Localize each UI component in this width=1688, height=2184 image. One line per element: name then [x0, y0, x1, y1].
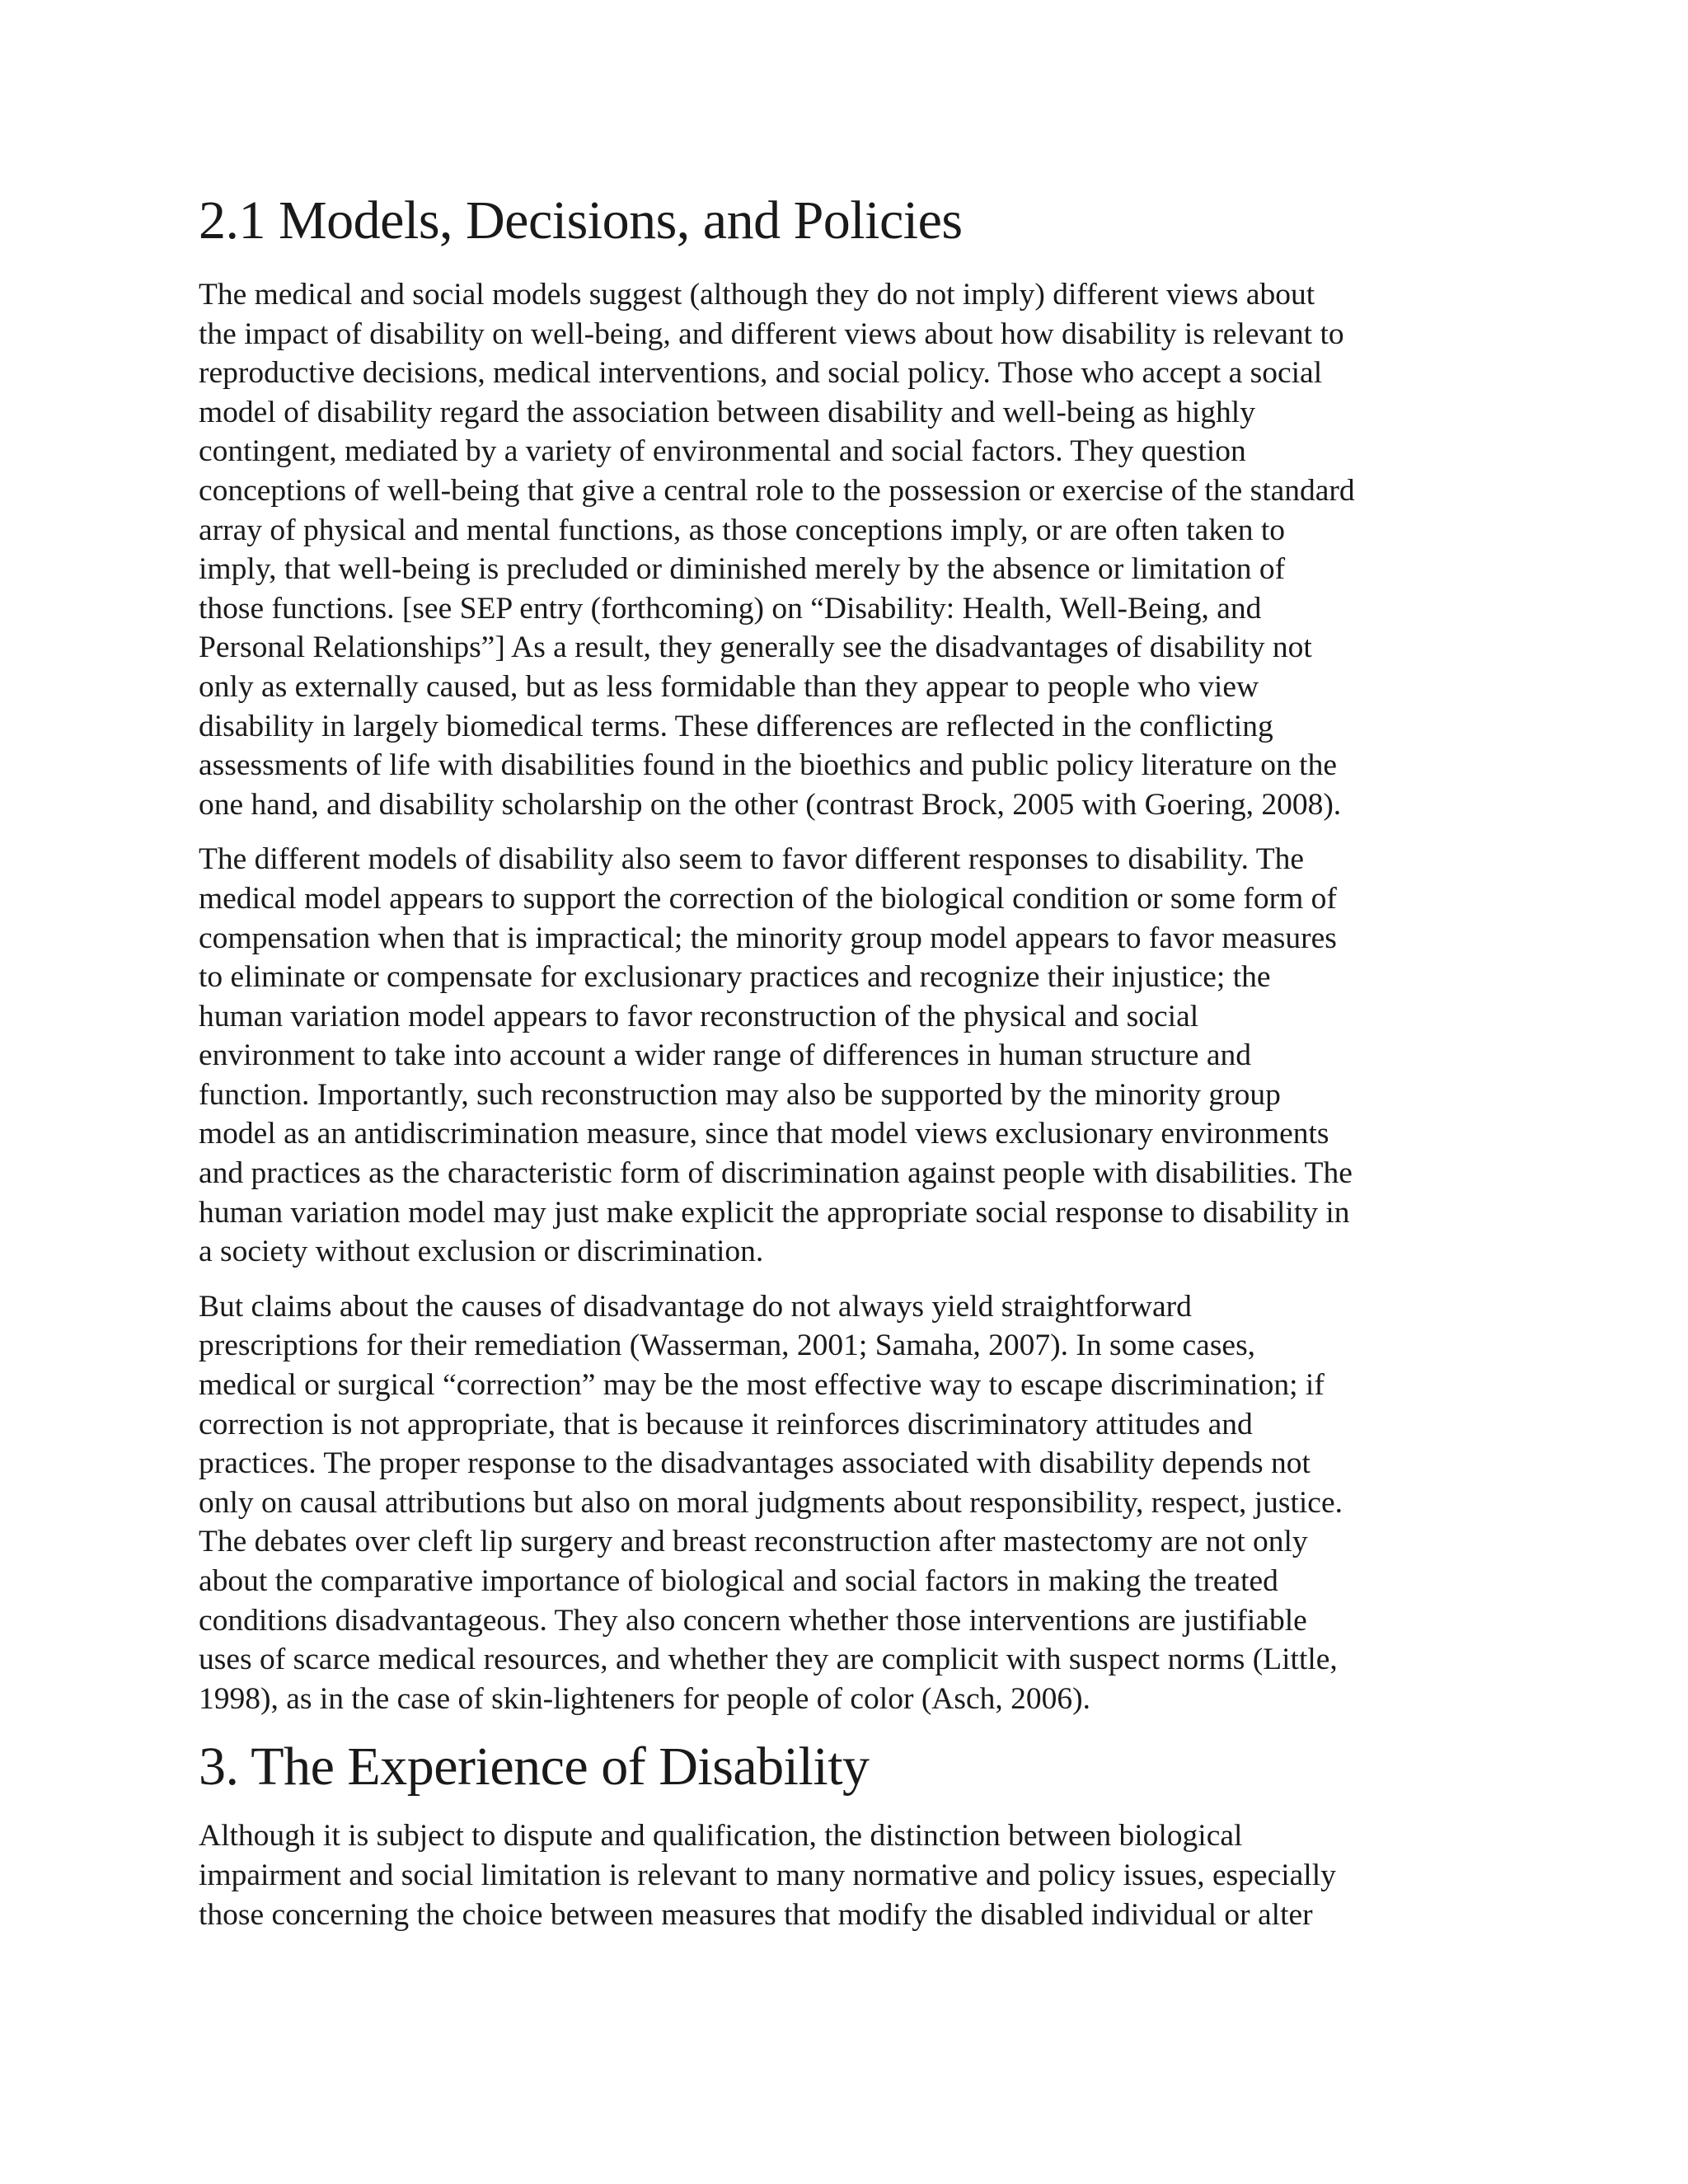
text-line: impairment and social limitation is relevant to many normative and policy issues, especially [199, 1858, 1336, 1892]
text-line: human variation model appears to favor reconstruction of the physical and social [199, 999, 1199, 1033]
text-line: model as an antidiscrimination measure, since that model views exclusionary environments [199, 1117, 1329, 1151]
text-line: array of physical and mental functions, as those conceptions imply, or are often taken to [199, 513, 1285, 547]
text-line: one hand, and disability scholarship on the other (contrast Brock, 2005 with Goering, 2008). [199, 787, 1342, 822]
document-body [199, 188, 1489, 1950]
text-line: only as externally caused, but as less formidable than they appear to people who view [199, 669, 1259, 704]
text-line: imply, that well-being is precluded or diminished merely by the absence or limitation of [199, 552, 1286, 587]
text-line: the impact of disability on well-being, and different views about how disability is relevant to [199, 316, 1344, 351]
text-line: 1998), as in the case of skin-lighteners for people of color (Asch, 2006). [199, 1681, 1090, 1716]
text-line: correction is not appropriate, that is because it reinforces discriminatory attitudes and [199, 1407, 1253, 1441]
section-3-body [199, 1816, 1489, 1934]
paragraph [199, 275, 1489, 824]
text-line: contingent, mediated by a variety of environmental and social factors. They question [199, 434, 1246, 469]
text-line: medical or surgical “correction” may be the most effective way to escape discrimination; if [199, 1368, 1325, 1403]
text-line: those concerning the choice between measures that modify the disabled individual or alter [199, 1897, 1313, 1932]
text-line: to eliminate or compensate for exclusionary practices and recognize their injustice; the [199, 960, 1271, 995]
text-line: conditions disadvantageous. They also concern whether those interventions are justifiable [199, 1603, 1307, 1638]
text-line: reproductive decisions, medical interventions, and social policy. Those who accept a social [199, 356, 1323, 391]
text-line: assessments of life with disabilities found in the bioethics and public policy literature on the [199, 748, 1337, 783]
text-line: practices. The proper response to the disadvantages associated with disability depends not [199, 1446, 1311, 1481]
paragraph [199, 1287, 1489, 1719]
text-line: Although it is subject to dispute and qualification, the distinction between biological [199, 1819, 1243, 1854]
text-line: and practices as the characteristic form of discrimination against people with disabilities. The [199, 1156, 1353, 1191]
text-line: about the comparative importance of biological and social factors in making the treated [199, 1564, 1278, 1598]
section-heading-2-1: 2.1 Models, Decisions, and Policies [199, 190, 963, 251]
text-line: human variation model may just make explicit the appropriate social response to disability in [199, 1195, 1350, 1230]
text-line: The medical and social models suggest (although they do not imply) different views about [199, 278, 1315, 312]
text-line: function. Importantly, such reconstruction may also be supported by the minority group [199, 1077, 1281, 1112]
text-line: compensation when that is impractical; the minority group model appears to favor measures [199, 921, 1337, 955]
text-line: uses of scarce medical resources, and whether they are complicit with suspect norms (Little, [199, 1643, 1338, 1677]
section-2-1-body [199, 275, 1489, 1718]
text-line: those functions. [see SEP entry (forthcoming) on “Disability: Health, Well-Being, and [199, 591, 1262, 626]
section-heading-3: 3. The Experience of Disability [199, 1736, 870, 1797]
text-line: conceptions of well-being that give a central role to the possession or exercise of the standard [199, 473, 1355, 508]
text-line: a society without exclusion or discrimination. [199, 1235, 764, 1269]
text-line: only on causal attributions but also on moral judgments about responsibility, respect, justice. [199, 1485, 1343, 1520]
paragraph [199, 1816, 1489, 1934]
text-line: model of disability regard the association between disability and well-being as highly [199, 395, 1255, 429]
text-line: disability in largely biomedical terms. These differences are reflected in the conflicting [199, 709, 1273, 743]
text-line: Personal Relationships”] As a result, they generally see the disadvantages of disability not [199, 630, 1312, 665]
text-line: The debates over cleft lip surgery and breast reconstruction after mastectomy are not only [199, 1525, 1308, 1559]
paragraph [199, 840, 1489, 1272]
text-line: The different models of disability also seem to favor different responses to disability. The [199, 842, 1305, 877]
text-line: environment to take into account a wider range of differences in human structure and [199, 1038, 1251, 1073]
text-line: medical model appears to support the correction of the biological condition or some form of [199, 881, 1337, 916]
text-line: prescriptions for their remediation (Wasserman, 2001; Samaha, 2007). In some cases, [199, 1329, 1256, 1363]
text-line: But claims about the causes of disadvantage do not always yield straightforward [199, 1289, 1192, 1324]
